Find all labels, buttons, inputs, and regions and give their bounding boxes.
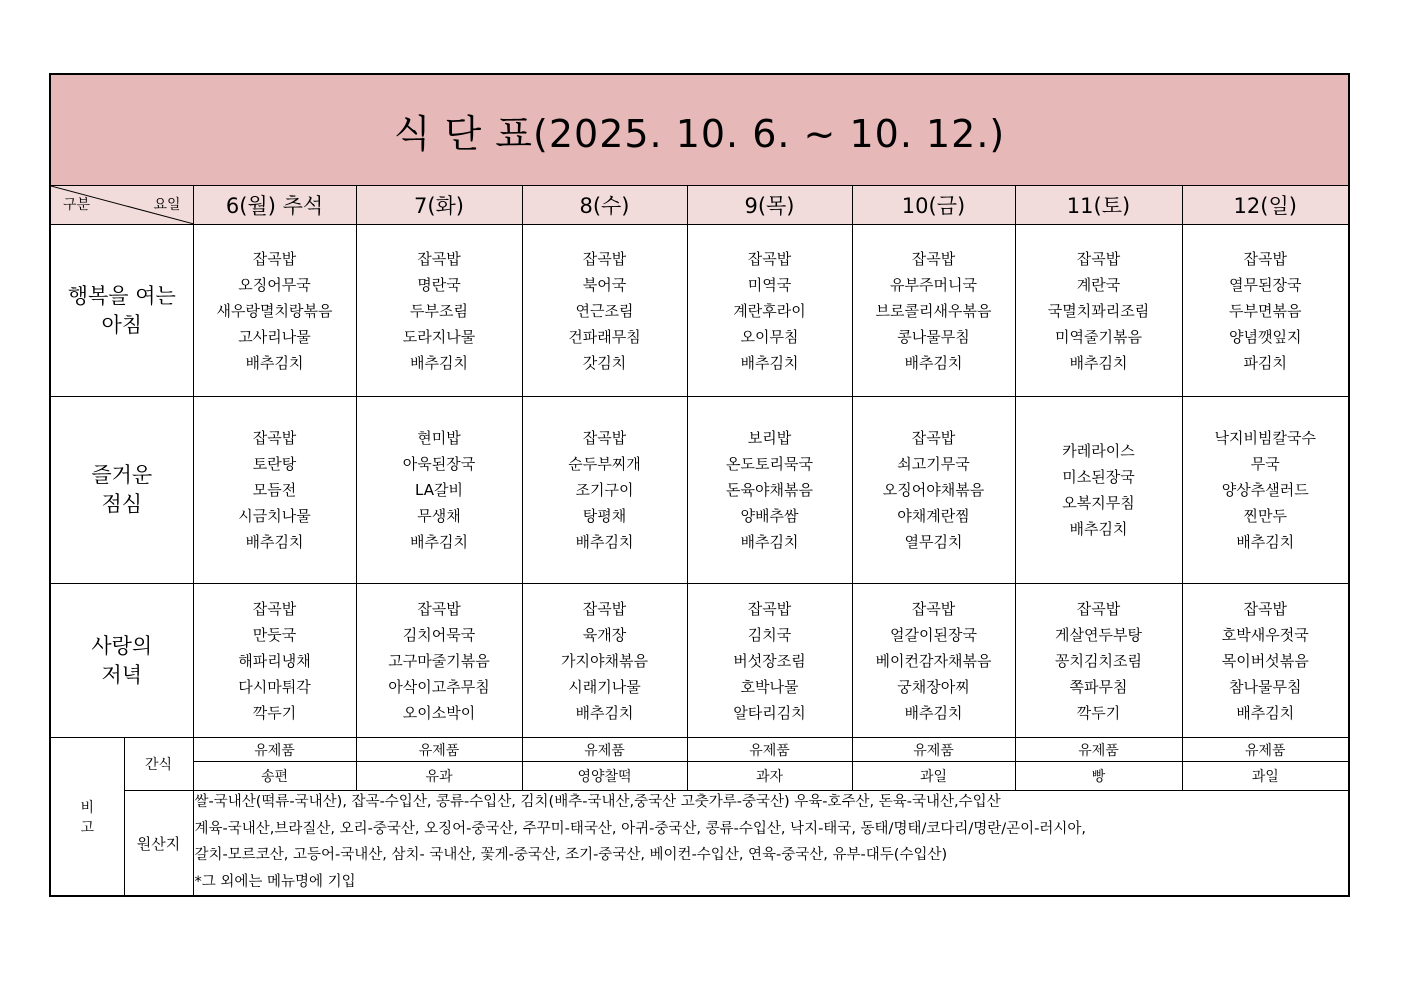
dish-item: 배추김치 bbox=[575, 533, 634, 551]
dish-item: 양상추샐러드 bbox=[1221, 481, 1309, 499]
dish-item: 연근조림 bbox=[575, 301, 634, 320]
meal-label-lunch bbox=[50, 397, 193, 584]
dish-item: 미역국 bbox=[747, 275, 792, 294]
dish-item: 탕평채 bbox=[582, 507, 627, 525]
meal-label-line: 즐거운 bbox=[91, 463, 153, 487]
dish-item: 토란탕 bbox=[252, 455, 297, 473]
dish-item: 잡곡밥 bbox=[1243, 249, 1287, 268]
dish-cell bbox=[356, 397, 522, 584]
dish-item: 모듬전 bbox=[252, 481, 297, 499]
corner-label-category: 구분 bbox=[63, 197, 91, 213]
dish-item: 야채계란찜 bbox=[897, 507, 970, 525]
dish-item: 열무김치 bbox=[904, 533, 963, 551]
dish-cell bbox=[687, 225, 852, 397]
meal-label-line: 아침 bbox=[101, 312, 143, 337]
dish-cell bbox=[1182, 397, 1349, 584]
dish-item: 건파래무침 bbox=[568, 327, 641, 346]
dish-item: 만둣국 bbox=[252, 625, 297, 644]
dish-cell bbox=[356, 584, 522, 738]
dish-item: 보리밥 bbox=[747, 429, 792, 447]
day-header: 7(화) bbox=[356, 186, 522, 225]
meal-label-breakfast bbox=[50, 225, 193, 397]
dish-cell bbox=[193, 584, 356, 738]
dish-item: 알타리김치 bbox=[733, 703, 806, 722]
dish-item: 고사리나물 bbox=[238, 327, 311, 346]
dish-item: 유부주머니국 bbox=[890, 275, 977, 294]
dish-item: 잡곡밥 bbox=[252, 429, 297, 447]
dish-cell bbox=[687, 397, 852, 584]
dish-item: 새우랑멸치랑볶음 bbox=[216, 301, 333, 320]
dish-item: 온도토리묵국 bbox=[726, 455, 813, 473]
dish-item: 잡곡밥 bbox=[747, 599, 792, 618]
dish-item: 얼갈이된장국 bbox=[890, 625, 977, 644]
dish-item: 잡곡밥 bbox=[1243, 599, 1287, 618]
dish-item: 국멸치꽈리조림 bbox=[1047, 301, 1150, 320]
dish-cell bbox=[687, 584, 852, 738]
dish-item: 갓김치 bbox=[582, 353, 627, 372]
dish-cell bbox=[1182, 584, 1349, 738]
dish-item: 콩나물무침 bbox=[897, 327, 970, 346]
origin-line: 계육-국내산,브라질산, 오리-중국산, 오징어-중국산, 주꾸미-태국산, 아귀-중국산, 콩류-수입산, 낙지-태국, 동태/명태/코다리/명란/곤이-러시아, bbox=[194, 820, 1087, 837]
dish-item: 잡곡밥 bbox=[582, 429, 627, 447]
dish-cell bbox=[356, 225, 522, 397]
dish-item: 배추김치 bbox=[740, 353, 799, 372]
snack-cell: 유제품 bbox=[687, 738, 852, 762]
dish-item: 계란후라이 bbox=[733, 301, 806, 320]
dish-item: 잡곡밥 bbox=[252, 249, 297, 268]
dish-item: 무생채 bbox=[417, 507, 461, 525]
meal-label-dinner bbox=[50, 584, 193, 738]
dish-item: 배추김치 bbox=[740, 533, 799, 551]
dish-item: 다시마튀각 bbox=[238, 677, 311, 696]
dish-item: 깍두기 bbox=[252, 703, 297, 722]
dish-item: 꽁치김치조림 bbox=[1055, 651, 1142, 670]
dish-item: 잡곡밥 bbox=[582, 599, 627, 618]
dish-item: 호박나물 bbox=[740, 677, 799, 696]
meal-row-breakfast bbox=[50, 225, 1349, 397]
dish-cell bbox=[522, 225, 687, 397]
meal-label-line: 사랑의 bbox=[91, 633, 153, 658]
snack-cell: 과일 bbox=[852, 762, 1015, 791]
dish-item: 육개장 bbox=[582, 625, 627, 644]
dish-item: 잡곡밥 bbox=[747, 249, 792, 268]
menu-table bbox=[49, 73, 1350, 897]
dish-item: 호박새우젓국 bbox=[1221, 625, 1309, 644]
corner-header-cell bbox=[50, 186, 193, 225]
dish-item: 잡곡밥 bbox=[911, 429, 956, 447]
snack-cell: 유제품 bbox=[522, 738, 687, 762]
dish-item: 돈육야채볶음 bbox=[726, 481, 813, 499]
dish-item: 궁채장아찌 bbox=[897, 677, 970, 696]
dish-cell bbox=[1015, 584, 1182, 738]
dish-item: 시금치나물 bbox=[238, 507, 311, 525]
meal-label-line: 점심 bbox=[101, 492, 143, 516]
dish-item: 잡곡밥 bbox=[1076, 599, 1121, 618]
dish-item: 현미밥 bbox=[417, 429, 461, 447]
snack-cell: 송편 bbox=[193, 762, 356, 791]
dish-item: 배추김치 bbox=[904, 353, 963, 372]
dish-item: 오징어무국 bbox=[238, 275, 311, 294]
origin-text bbox=[193, 791, 1349, 897]
day-header-row bbox=[50, 186, 1349, 225]
dish-item: 열무된장국 bbox=[1229, 275, 1302, 294]
dish-item: 배추김치 bbox=[410, 533, 468, 551]
title-banner bbox=[50, 74, 1349, 186]
dish-item: 아삭이고추무침 bbox=[388, 677, 490, 696]
dish-item: 양념깻잎지 bbox=[1229, 327, 1302, 346]
dish-item: 배추김치 bbox=[410, 353, 468, 372]
dish-item: 쪽파무침 bbox=[1069, 677, 1128, 696]
day-header: 12(일) bbox=[1182, 186, 1349, 225]
dish-item: 찐만두 bbox=[1243, 507, 1287, 525]
dish-item: 시래기나물 bbox=[568, 677, 641, 696]
dish-item: 낙지비빔칼국수 bbox=[1214, 429, 1316, 447]
snack-cell: 영양찰떡 bbox=[522, 762, 687, 791]
dish-item: 김치어묵국 bbox=[402, 625, 476, 644]
day-header: 8(수) bbox=[522, 186, 687, 225]
dish-item: 도라지나물 bbox=[402, 327, 476, 346]
dish-item: 잡곡밥 bbox=[252, 599, 297, 618]
dish-item: 가지야채볶음 bbox=[561, 651, 648, 670]
dish-item: 두부면볶음 bbox=[1229, 301, 1302, 320]
dish-cell bbox=[852, 397, 1015, 584]
dish-item: 조기구이 bbox=[575, 481, 634, 499]
dish-cell bbox=[852, 584, 1015, 738]
dish-item: 배추김치 bbox=[1069, 520, 1128, 538]
dish-cell bbox=[1182, 225, 1349, 397]
dish-item: 양배추쌈 bbox=[740, 507, 799, 525]
dish-item: 미소된장국 bbox=[1062, 468, 1135, 486]
origin-label: 원산지 bbox=[124, 791, 193, 897]
dish-item: 참나물무침 bbox=[1229, 677, 1302, 696]
dish-item: 아욱된장국 bbox=[402, 455, 476, 473]
page-title: 식 단 표(2025. 10. 6. ~ 10. 12.) bbox=[393, 111, 1006, 156]
dish-item: 배추김치 bbox=[1236, 533, 1295, 551]
dish-item: 북어국 bbox=[582, 275, 627, 294]
dish-cell bbox=[852, 225, 1015, 397]
dish-item: 계란국 bbox=[1076, 275, 1121, 294]
remarks-label: 비 고 bbox=[50, 738, 124, 897]
dish-cell bbox=[1015, 397, 1182, 584]
dish-item: 잡곡밥 bbox=[911, 249, 956, 268]
snack-cell: 유제품 bbox=[356, 738, 522, 762]
dish-item: 배추김치 bbox=[904, 703, 963, 722]
dish-cell bbox=[193, 397, 356, 584]
dish-item: 순두부찌개 bbox=[568, 455, 641, 473]
snack-cell: 유제품 bbox=[193, 738, 356, 762]
day-header: 9(목) bbox=[687, 186, 852, 225]
snack-cell: 빵 bbox=[1015, 762, 1182, 791]
dish-item: 김치국 bbox=[747, 625, 792, 644]
day-header: 10(금) bbox=[852, 186, 1015, 225]
origin-line: 갈치-모르코산, 고등어-국내산, 삼치- 국내산, 꽃게-중국산, 조기-중국산, 베이컨-수입산, 연육-중국산, 유부-대두(수입산) bbox=[194, 847, 948, 863]
snack-row-1 bbox=[50, 738, 1349, 762]
day-header: 11(토) bbox=[1015, 186, 1182, 225]
snack-cell: 유제품 bbox=[1182, 738, 1349, 762]
dish-item: 두부조림 bbox=[410, 301, 468, 320]
dish-item: 배추김치 bbox=[245, 353, 304, 372]
dish-item: 베이컨감자채볶음 bbox=[875, 651, 992, 670]
dish-item: 브로콜리새우볶음 bbox=[875, 301, 992, 320]
dish-item: 잡곡밥 bbox=[1076, 249, 1121, 268]
dish-item: 목이버섯볶음 bbox=[1221, 651, 1309, 670]
dish-cell bbox=[1015, 225, 1182, 397]
dish-item: 버섯장조림 bbox=[733, 651, 806, 670]
dish-item: 배추김치 bbox=[1236, 703, 1295, 722]
snack-cell: 과일 bbox=[1182, 762, 1349, 791]
snack-label: 간식 bbox=[124, 738, 193, 791]
meal-row-dinner bbox=[50, 584, 1349, 738]
snack-cell: 과자 bbox=[687, 762, 852, 791]
dish-item: 배추김치 bbox=[245, 533, 304, 551]
snack-cell: 유과 bbox=[356, 762, 522, 791]
dish-item: 고구마줄기볶음 bbox=[388, 651, 490, 670]
dish-cell bbox=[193, 225, 356, 397]
dish-item: 게살연두부탕 bbox=[1055, 625, 1142, 644]
dish-item: 잡곡밥 bbox=[417, 249, 461, 268]
meal-label-line: 저녁 bbox=[101, 662, 143, 687]
day-header: 6(월) 추석 bbox=[193, 186, 356, 225]
origin-row bbox=[50, 791, 1349, 897]
dish-item: 오복지무침 bbox=[1062, 494, 1135, 512]
dish-item: 배추김치 bbox=[1069, 353, 1128, 372]
origin-line: *그 외에는 메뉴명에 기입 bbox=[194, 873, 356, 890]
dish-item: 파김치 bbox=[1243, 353, 1287, 372]
meal-label-line: 행복을 여는 bbox=[67, 283, 176, 308]
dish-item: 쇠고기무국 bbox=[897, 455, 970, 473]
meal-row-lunch bbox=[50, 397, 1349, 584]
dish-item: 배추김치 bbox=[575, 703, 634, 722]
dish-item: LA갈비 bbox=[415, 481, 463, 499]
snack-row-2 bbox=[50, 762, 1349, 791]
dish-item: 오징어야채볶음 bbox=[882, 481, 985, 499]
dish-cell bbox=[522, 584, 687, 738]
dish-item: 해파리냉채 bbox=[238, 651, 311, 670]
dish-item: 잡곡밥 bbox=[911, 599, 956, 618]
dish-item: 깍두기 bbox=[1076, 703, 1121, 722]
dish-item: 잡곡밥 bbox=[582, 249, 627, 268]
snack-cell: 유제품 bbox=[852, 738, 1015, 762]
dish-cell bbox=[522, 397, 687, 584]
dish-item: 잡곡밥 bbox=[417, 599, 461, 618]
origin-line: 쌀-국내산(떡류-국내산), 잡곡-수입산, 콩류-수입산, 김치(배추-국내산,중국산 고춧가루-중국산) 우육-호주산, 돈육-국내산,수입산 bbox=[194, 794, 1001, 810]
dish-item: 무국 bbox=[1250, 455, 1280, 473]
dish-item: 명란국 bbox=[417, 275, 461, 294]
dish-item: 미역줄기볶음 bbox=[1055, 327, 1142, 346]
dish-item: 오이무침 bbox=[740, 327, 799, 346]
snack-cell: 유제품 bbox=[1015, 738, 1182, 762]
dish-item: 오이소박이 bbox=[402, 703, 476, 722]
corner-label-day: 요일 bbox=[153, 197, 181, 213]
dish-item: 카레라이스 bbox=[1062, 442, 1135, 460]
